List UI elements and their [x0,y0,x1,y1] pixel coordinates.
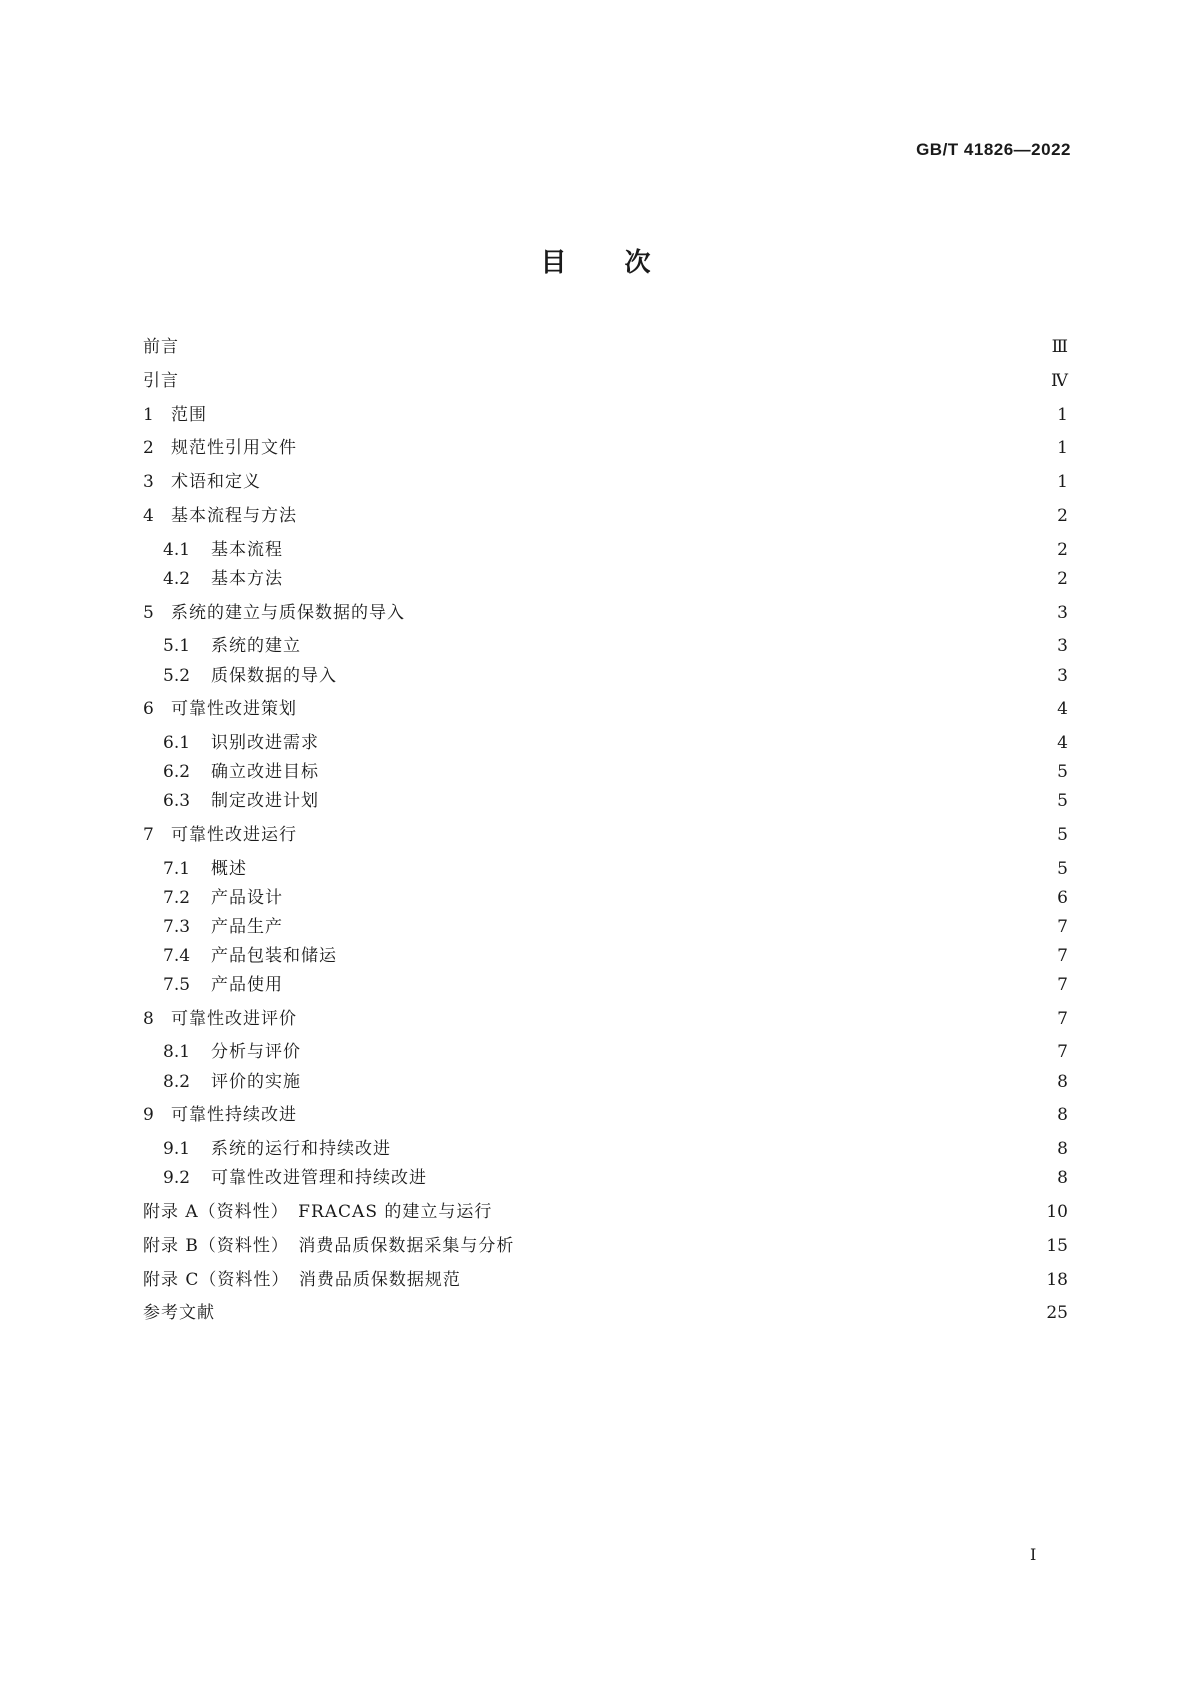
toc-entry-label: 产品使用 [211,975,283,995]
toc-entry-page: 8 [1057,1139,1068,1159]
toc-entry-number: 6 [143,699,154,719]
dot-leader [189,370,1045,392]
toc-entry-page: 7 [1057,1009,1068,1029]
dot-leader [271,471,1051,493]
dot-leader [257,858,1051,880]
dot-leader [307,824,1051,846]
toc-entry-label: 系统的建立与质保数据的导入 [171,603,405,623]
dot-leader [347,945,1051,967]
standard-code: GB/T 41826—2022 [916,140,1071,159]
toc-entry[interactable] [163,1167,1068,1189]
dot-leader [415,602,1051,624]
dot-leader [329,761,1051,783]
toc-entry-page: 5 [1057,791,1068,811]
toc-entry-label: 评价的实施 [211,1072,301,1092]
toc-entry-label: 术语和定义 [171,472,261,492]
toc-entry-number: 6.3 [163,791,191,811]
toc-entry-page: 1 [1057,438,1068,458]
toc-entry-label: 基本流程 [211,540,283,560]
dot-leader [307,505,1051,527]
toc-entry-page: 7 [1057,975,1068,995]
dot-leader [401,1138,1051,1160]
toc-entry-number: 7.5 [163,975,191,995]
toc-entry[interactable] [143,404,1068,426]
toc-entry[interactable] [143,698,1068,720]
toc-entry-label: 可靠性持续改进 [171,1105,297,1125]
toc-entry-page: Ⅳ [1051,371,1068,391]
toc-entry-number: 1 [143,405,154,425]
toc-entry-label: 产品设计 [211,888,283,908]
toc-entry[interactable] [163,568,1068,590]
toc-entry-label: 系统的运行和持续改进 [211,1139,391,1159]
dot-leader [329,732,1051,754]
toc-entry[interactable] [163,945,1068,967]
toc-entry-number: 8.2 [163,1072,191,1092]
dot-leader [471,1269,1040,1291]
toc-entry[interactable] [143,437,1068,459]
dot-leader [307,698,1051,720]
toc-entry-page: 2 [1057,540,1068,560]
toc-entry-number: 7.1 [163,859,191,879]
toc-entry-label: 引言 [143,371,179,391]
dot-leader [329,790,1051,812]
dot-leader [293,539,1051,561]
toc-entry-number: 2 [143,438,154,458]
toc-entry[interactable] [163,761,1068,783]
toc-entry-number: 4.2 [163,569,191,589]
toc-entry-label: 产品生产 [211,917,283,937]
toc-entry-page: 7 [1057,1042,1068,1062]
toc-entry-label: 附录 C（资料性） 消费品质保数据规范 [143,1270,461,1290]
toc-entry[interactable] [163,635,1068,657]
toc-entry[interactable] [163,974,1068,996]
dot-leader [437,1167,1051,1189]
toc-entry-label: 前言 [143,337,179,357]
toc-entry[interactable] [143,1302,1068,1324]
dot-leader [293,974,1051,996]
toc-entry-page: 4 [1057,699,1068,719]
toc-entry[interactable] [163,539,1068,561]
toc-entry-page: 3 [1057,666,1068,686]
toc-entry-page: 2 [1057,569,1068,589]
dot-leader [524,1235,1040,1257]
toc-entry-number: 7.2 [163,888,191,908]
toc-entry-number: 9.2 [163,1168,191,1188]
dot-leader [189,336,1046,358]
toc-entry-number: 7.4 [163,946,191,966]
toc-entry-label: 概述 [211,859,247,879]
toc-entry-number: 9 [143,1105,154,1125]
toc-entry-label: 分析与评价 [211,1042,301,1062]
toc-entry[interactable] [143,336,1068,358]
dot-leader [307,1104,1051,1126]
toc-entry-number: 4 [143,506,154,526]
dot-leader [502,1201,1040,1223]
toc-entry-number: 6.1 [163,733,191,753]
dot-leader [225,1302,1040,1324]
toc-entry-label: 基本方法 [211,569,283,589]
toc-entry-number: 5.2 [163,666,191,686]
toc-entry-label: 确立改进目标 [211,762,319,782]
dot-leader [293,916,1051,938]
toc-entry-label: 附录 A（资料性） FRACAS 的建立与运行 [143,1202,493,1222]
toc-entry-page: 1 [1057,405,1068,425]
toc-entry[interactable] [143,602,1068,624]
dot-leader [347,665,1051,687]
toc-entry[interactable] [143,1008,1068,1030]
dot-leader [311,1071,1051,1093]
toc-entry[interactable] [163,732,1068,754]
toc-entry-label: 可靠性改进管理和持续改进 [211,1168,427,1188]
toc-entry-page: 6 [1057,888,1068,908]
toc-entry[interactable] [163,1041,1068,1063]
toc-entry-page: 3 [1057,636,1068,656]
toc-entry-page: Ⅲ [1051,337,1068,357]
toc-entry-number: 5.1 [163,636,191,656]
toc-entry[interactable] [143,471,1068,493]
toc-entry-page: 10 [1046,1202,1068,1222]
toc-entry[interactable] [143,1269,1068,1291]
dot-leader [293,568,1051,590]
toc-entry-page: 7 [1057,946,1068,966]
toc-entry-label: 识别改进需求 [211,733,319,753]
toc-entry-label: 附录 B（资料性） 消费品质保数据采集与分析 [143,1236,515,1256]
toc-entry-number: 5 [143,603,154,623]
toc-entry[interactable] [143,505,1068,527]
toc-entry-label: 可靠性改进评价 [171,1009,297,1029]
toc-entry-label: 基本流程与方法 [171,506,297,526]
toc-entry-number: 4.1 [163,540,191,560]
toc-entry-page: 5 [1057,825,1068,845]
toc-entry-page: 5 [1057,859,1068,879]
page-title: 目次 [540,248,709,278]
toc-entry-label: 参考文献 [143,1303,215,1323]
toc-entry[interactable] [163,916,1068,938]
dot-leader [217,404,1051,426]
toc-entry-page: 25 [1046,1303,1068,1323]
toc-entry-page: 5 [1057,762,1068,782]
toc-entry[interactable] [163,887,1068,909]
toc-entry[interactable] [143,370,1068,392]
toc-entry-label: 可靠性改进策划 [171,699,297,719]
toc-entry-page: 15 [1046,1236,1068,1256]
dot-leader [293,887,1051,909]
toc-entry-number: 7 [143,825,154,845]
toc-entry[interactable] [163,1071,1068,1093]
toc-entry-label: 制定改进计划 [211,791,319,811]
toc-entry-page: 1 [1057,472,1068,492]
toc-entry-page: 2 [1057,506,1068,526]
toc-entry-page: 18 [1046,1270,1068,1290]
toc-entry[interactable] [143,824,1068,846]
toc-entry-label: 质保数据的导入 [211,666,337,686]
dot-leader [307,437,1051,459]
toc-entry-page: 8 [1057,1072,1068,1092]
toc-entry-label: 规范性引用文件 [171,438,297,458]
toc-entry[interactable] [143,1104,1068,1126]
toc-entry[interactable] [163,665,1068,687]
toc-entry[interactable] [163,790,1068,812]
toc-entry[interactable] [143,1235,1068,1257]
dot-leader [307,1008,1051,1030]
toc-entry[interactable] [163,1138,1068,1160]
toc-entry[interactable] [163,858,1068,880]
toc-entry-number: 3 [143,472,154,492]
toc-entry-label: 范围 [171,405,207,425]
toc-entry-page: 3 [1057,603,1068,623]
toc-entry-number: 9.1 [163,1139,191,1159]
toc-entry-number: 6.2 [163,762,191,782]
toc-entry-number: 8 [143,1009,154,1029]
toc-entry-label: 产品包装和储运 [211,946,337,966]
toc-entry-number: 8.1 [163,1042,191,1062]
page-number: I [1030,1545,1037,1564]
toc-entry-number: 7.3 [163,917,191,937]
toc-entry-page: 7 [1057,917,1068,937]
toc-entry-page: 4 [1057,733,1068,753]
dot-leader [311,1041,1051,1063]
toc-entry-label: 可靠性改进运行 [171,825,297,845]
toc-entry-label: 系统的建立 [211,636,301,656]
toc-entry-page: 8 [1057,1105,1068,1125]
toc-entry-page: 8 [1057,1168,1068,1188]
toc-entry[interactable] [143,1201,1068,1223]
dot-leader [311,635,1051,657]
